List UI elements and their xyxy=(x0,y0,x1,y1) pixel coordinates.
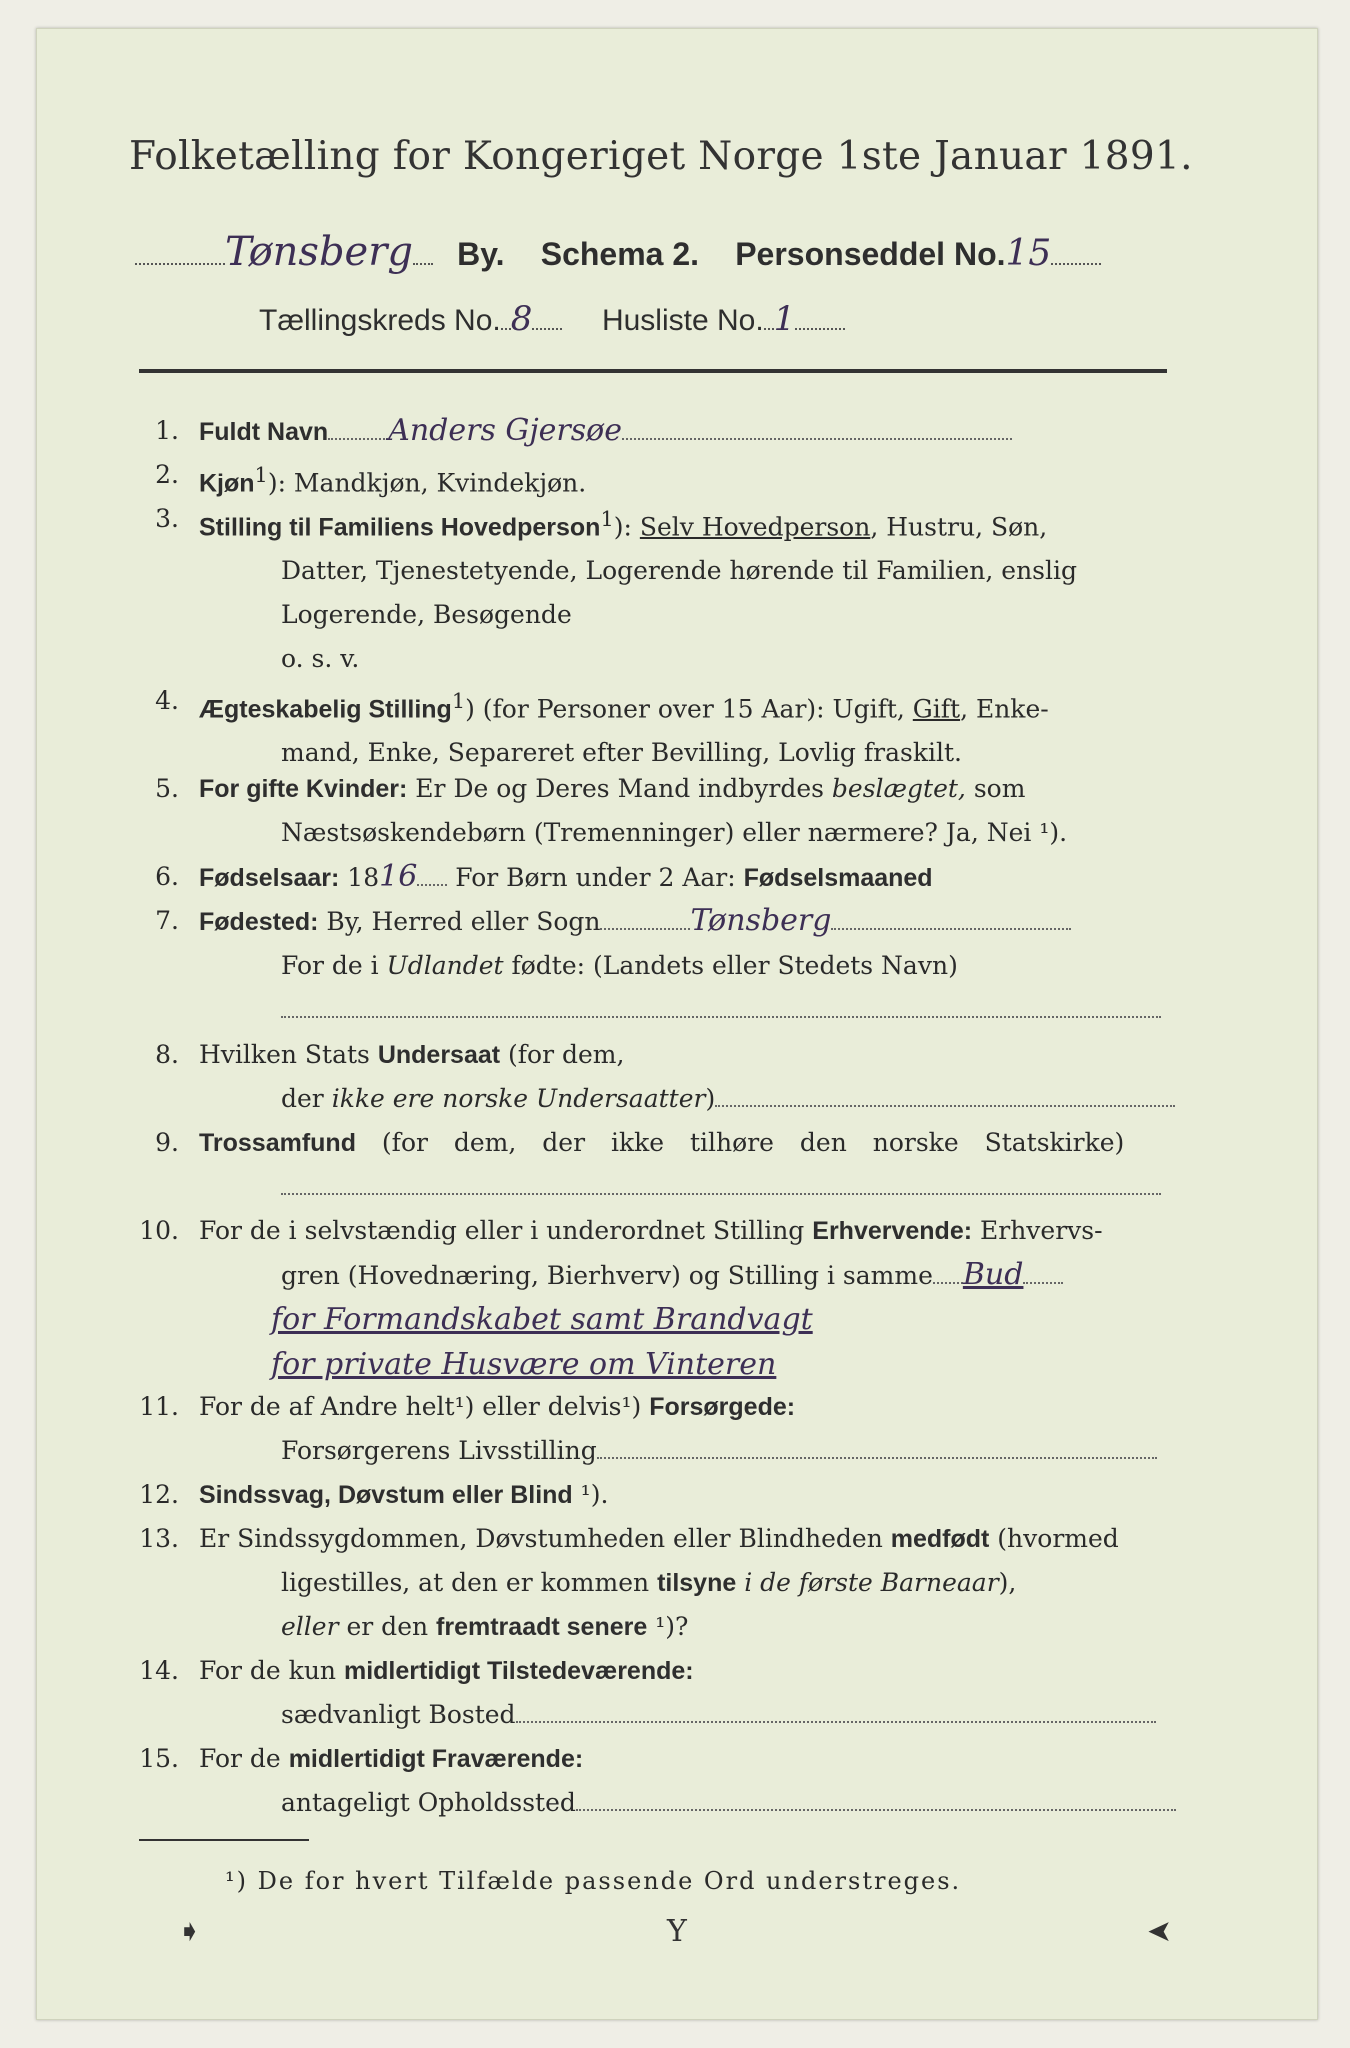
occupation-value-1: Bud xyxy=(962,1257,1024,1292)
kreds-label: Tællingskreds No. xyxy=(259,304,501,337)
registration-mark-right-icon: ➤ xyxy=(1147,1914,1173,1949)
husliste-label: Husliste No. xyxy=(601,304,764,337)
schema-label: Schema 2. xyxy=(540,236,700,272)
full-name-value: Anders Gjersøe xyxy=(388,413,622,448)
occupation-value-2: for Formandskabet samt Brandvagt xyxy=(271,1302,813,1337)
household-position-selected: Selv Hovedperson xyxy=(639,512,871,542)
birth-year-value: 16 xyxy=(379,859,418,894)
header-rule xyxy=(139,369,1167,373)
personseddel-label: Personseddel No. xyxy=(735,236,1006,272)
by-label: By. xyxy=(457,236,505,272)
footnote-rule xyxy=(139,1839,309,1841)
birthplace-value: Tønsberg xyxy=(690,903,832,938)
husliste-number: 1 xyxy=(773,299,796,339)
registration-mark-center-icon: Y xyxy=(667,1914,687,1949)
personseddel-number: 15 xyxy=(1005,233,1052,274)
kreds-number: 8 xyxy=(510,299,533,339)
registration-mark-left-icon: ➧ xyxy=(177,1914,203,1949)
kreds-line xyxy=(259,299,845,339)
footnote: ¹) De for hvert Tilfælde passende Ord understreges. xyxy=(225,1867,962,1895)
city-handwritten: Tønsberg xyxy=(225,229,413,275)
marital-status-selected: Gift xyxy=(912,694,961,724)
form-title: Folketælling for Kongeriget Norge 1ste Januar 1891. xyxy=(129,134,1193,179)
city-line xyxy=(135,229,1101,275)
full-name-label: Fuldt Navn xyxy=(199,418,329,446)
occupation-value-3: for private Husvære om Vinteren xyxy=(271,1347,777,1382)
census-form-sheet: Folketælling for Kongeriget Norge 1ste Januar 1891. Tønsberg By. Schema 2. Personseddel No.15 Tællingskreds No. 8 Husliste No. 1 1. Fuldt Navn Anders Gjersøe 2. Kjøn$^1$): Mandkjøn, Kvindekjøn. 3. Stilling til Familiens Hovedperson$^1$): Selv Hovedperson, Hustru, Søn, Datter, Tjenestetyende, Logerende hørende til Familien, enslig Logerende, Besøgende o. s. v. 4. Ægteskabelig Stilling$^1$) (for Personer over 15 Aar): Ugift, Gift, Enke- mand, Enke, Separeret efter Bevilling, Lovlig fraskilt. 5. For gifte Kvinder: Er De og Deres Mand indbyrdes beslægtet, som Næstsøskendebørn (Tremenninger) eller nærmere? Ja, Nei ¹). 6. Fødselsaar: 1816 For Børn under 2 Aar: Fødselsmaaned 7. Fødested: By, Herred eller Sogn Tønsberg For de i Udlandet fødte: (Landets eller Stedets Navn) 8. Hvilken Stats Undersaat (for dem, der ikke ere norske Undersaatter) 9. Trossamfund (for dem, der ikke tilhøre den norske Statskirke) 10. For de i selvstændig eller i underordnet Stilling Erhvervende: Erhvervs- gren (Hovednæring, Bierhverv) og Stilling i samme Bud for Formandskabet samt Brandvagt for private Husvære om Vinteren 11. For de af Andre helt¹) eller delvis¹) Forsørgede: Forsørgerens Livsstilling 12. Sindssvag, Døvstum eller Blind ¹). 13. Er Sindssygdommen, Døvstumheden eller Blindheden medfødt (hvormed ligestilles, at den er kommen tilsyne i de første Barneaar), eller er den fremtraadt senere ¹)? 14. For de kun midlertidigt Tilstedeværende: sædvanligt Bosted 15. For de midlertidigt Fraværende: antageligt Opholdssted ¹) De for hvert Tilfælde passende Ord understreges. ➧ Y ➤ xyxy=(36,28,1318,2020)
